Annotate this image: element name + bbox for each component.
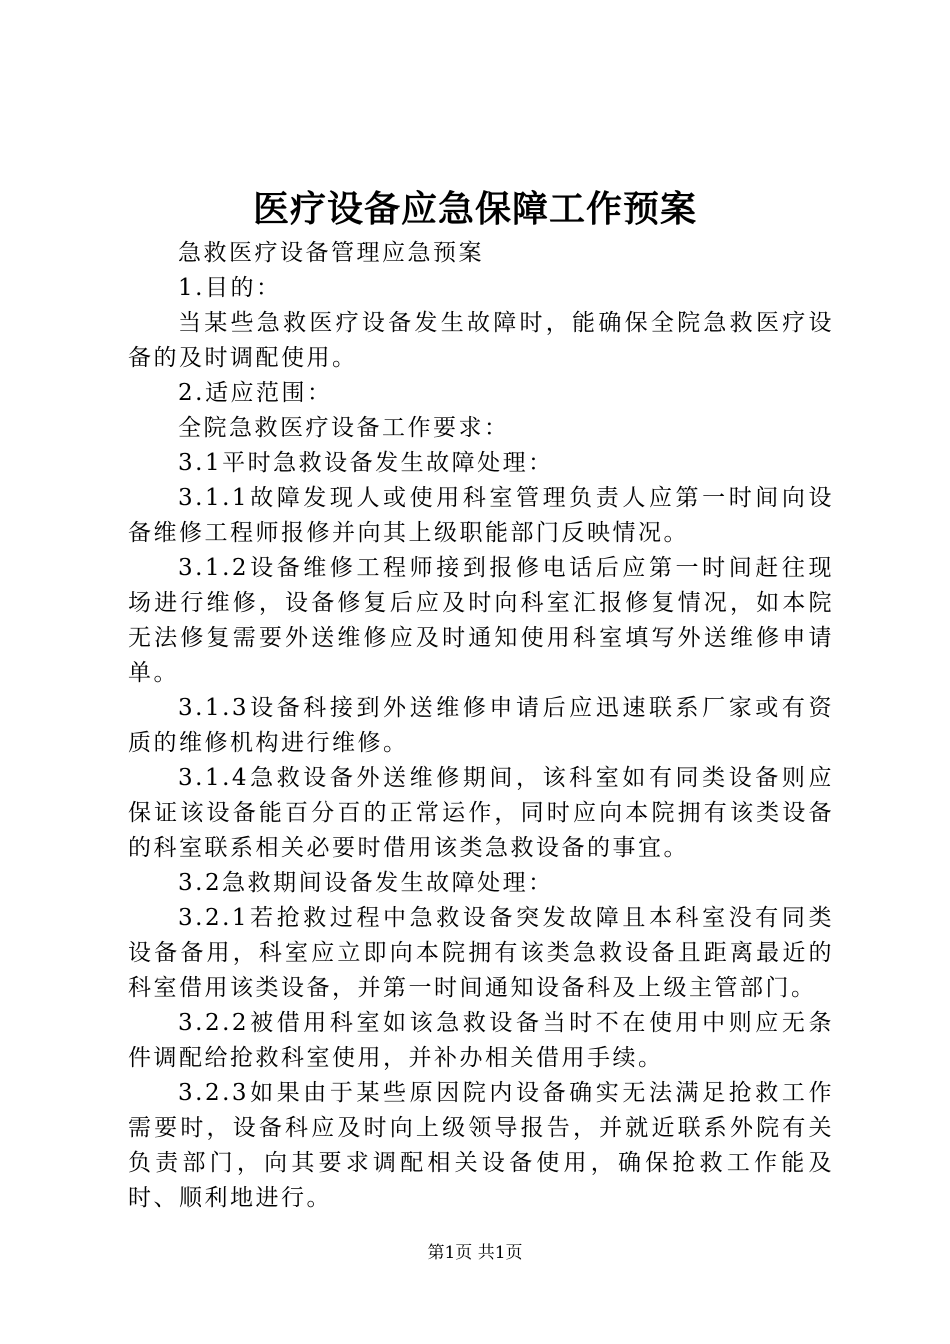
paragraph-purpose-heading: 1.目的： xyxy=(178,275,282,301)
document-title: 医疗设备应急保障工作预案 xyxy=(252,188,697,230)
paragraph-scope-heading: 2.适应范围： xyxy=(178,380,333,406)
paragraph-section-3-1-2: 3.1.2设备维修工程师接到报修电话后应第一时间赶往现场进行维修，设备修复后应及时向科室汇报修复情况，如本院无法修复需要外送维修应及时通知使用科室填写外送维修申请单。 xyxy=(128,555,834,686)
paragraph-section-3-2: 3.2急救期间设备发生故障处理： xyxy=(178,870,554,896)
document-body xyxy=(128,236,834,1216)
paragraph-subtitle: 急救医疗设备管理应急预案 xyxy=(178,240,484,266)
paragraph-purpose: 当某些急救医疗设备发生故障时，能确保全院急救医疗设备的及时调配使用。 xyxy=(128,310,834,371)
paragraph-requirements-heading: 全院急救医疗设备工作要求： xyxy=(178,415,510,441)
paragraph-section-3-2-1: 3.2.1若抢救过程中急救设备突发故障且本科室没有同类设备备用，科室应立即向本院拥有该类急救设备且距离最近的科室借用该类设备，并第一时间通知设备科及上级主管部门。 xyxy=(128,905,834,1001)
paragraph-section-3-2-2: 3.2.2被借用科室如该急救设备当时不在使用中则应无条件调配给抢救科室使用，并补办相关借用手续。 xyxy=(128,1010,834,1071)
paragraph-section-3-1-4: 3.1.4急救设备外送维修期间，该科室如有同类设备则应保证该设备能百分百的正常运作，同时应向本院拥有该类设备的科室联系相关必要时借用该类急救设备的事宜。 xyxy=(128,765,834,861)
paragraph-section-3-2-3: 3.2.3如果由于某些原因院内设备确实无法满足抢救工作需要时，设备科应及时向上级领导报告，并就近联系外院有关负责部门，向其要求调配相关设备使用，确保抢救工作能及时、顺利地进行。 xyxy=(128,1080,834,1211)
paragraph-section-3-1-3: 3.1.3设备科接到外送维修申请后应迅速联系厂家或有资质的维修机构进行维修。 xyxy=(128,695,834,756)
paragraph-section-3-1-1: 3.1.1故障发现人或使用科室管理负责人应第一时间向设备维修工程师报修并向其上级职能部门反映情况。 xyxy=(128,485,834,546)
paragraph-section-3-1: 3.1平时急救设备发生故障处理： xyxy=(178,450,554,476)
page-footer: 第1页 共1页 xyxy=(427,1243,523,1263)
